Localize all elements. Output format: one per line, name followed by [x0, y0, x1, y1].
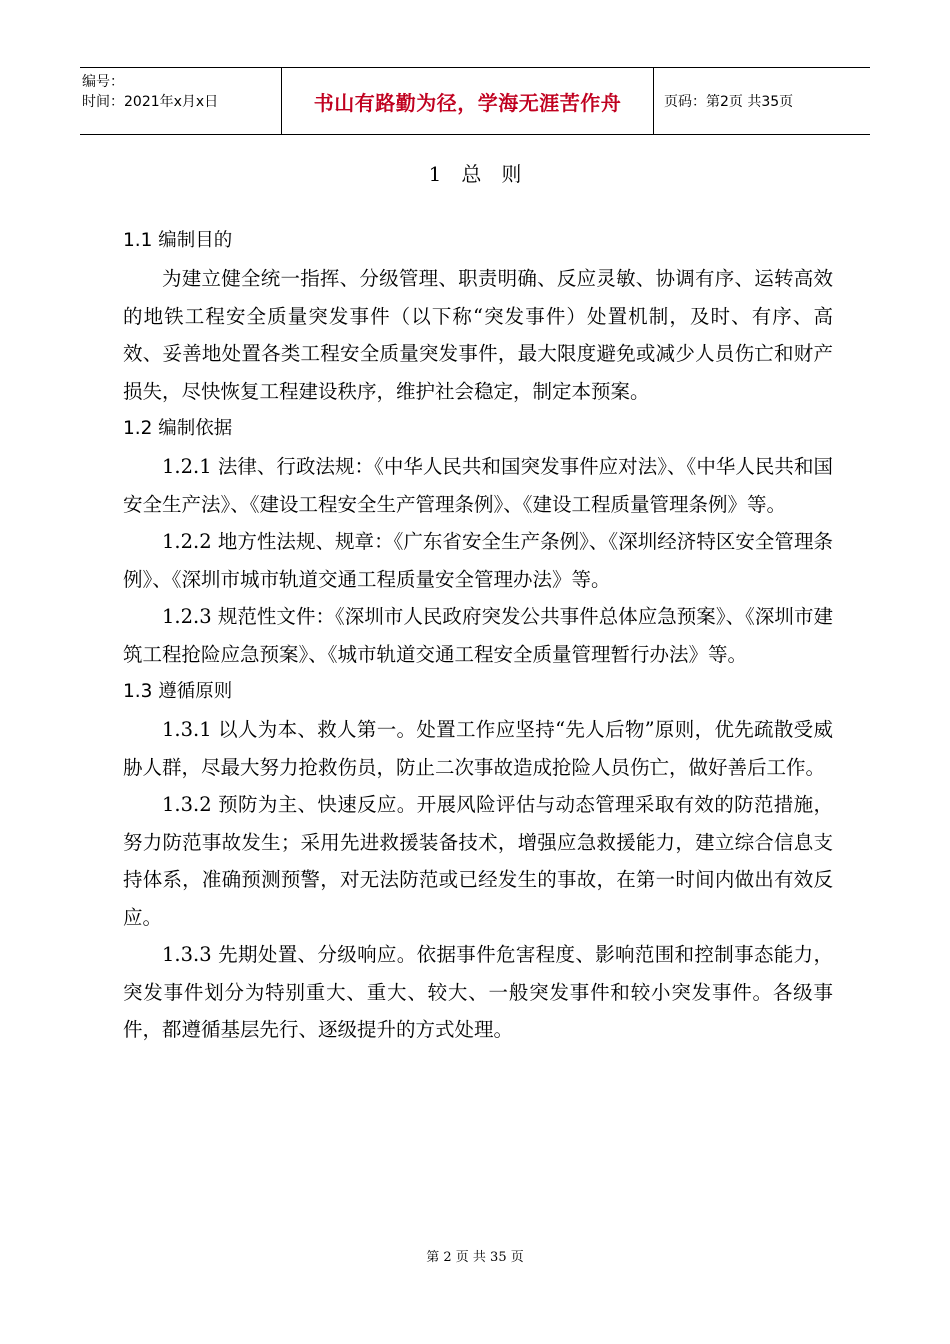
paragraph: 1.3.2 预防为主、快速反应。开展风险评估与动态管理采取有效的防范措施，努力防范事故发生；采用先进救援装备技术，增强应急救援能力，建立综合信息支持体系，准确预测预警，对无法防范或已经发生的事故，在第一时间内做出有效反应。: [123, 793, 833, 929]
paragraph: 1.3.1 以人为本、救人第一。处置工作应坚持“先人后物”原则，优先疏散受威胁人群，尽最大努力抢救伤员，防止二次事故造成抢险人员伤亡，做好善后工作。: [123, 718, 833, 779]
paragraph: 1.2.2 地方性法规、规章：《广东省安全生产条例》、《深圳经济特区安全管理条例》、《深圳市城市轨道交通工程质量安全管理办法》等。: [123, 530, 833, 591]
paragraph: 1.2.1 法律、行政法规：《中华人民共和国突发事件应对法》、《中华人民共和国安全生产法》、《建设工程安全生产管理条例》、《建设工程质量管理条例》等。: [123, 455, 833, 516]
document-body: [123, 222, 833, 1049]
section-heading: 1.3 遵循原则: [123, 681, 233, 702]
header-date: 时间：2021年x月x日: [82, 94, 219, 110]
section-1-2: [123, 410, 833, 673]
section-1-3: [123, 673, 833, 1049]
section-heading: 1.1 编制目的: [123, 230, 233, 251]
header-motto: 书山有路勤为径，学海无涯苦作舟: [282, 68, 654, 134]
section-1-1: [123, 222, 833, 410]
header-meta: [80, 68, 282, 134]
section-heading: 1.2 编制依据: [123, 418, 233, 439]
chapter-title: 1 总 则: [428, 162, 522, 186]
page-footer: 第 2 页 共 35 页: [426, 1250, 524, 1265]
paragraph: 1.3.3 先期处置、分级响应。依据事件危害程度、影响范围和控制事态能力，突发事件划分为特别重大、重大、较大、一般突发事件和较小突发事件。各级事件，都遵循基层先行、逐级提升的方式处理。: [123, 943, 833, 1041]
paragraph: 1.2.3 规范性文件：《深圳市人民政府突发公共事件总体应急预案》、《深圳市建筑工程抢险应急预案》、《城市轨道交通工程安全质量管理暂行办法》等。: [123, 605, 833, 666]
document-header: [80, 67, 870, 135]
header-number-label: 编号：: [82, 74, 124, 90]
header-page-info: 页码：第2页 共35页: [664, 94, 794, 110]
paragraph: 为建立健全统一指挥、分级管理、职责明确、反应灵敏、协调有序、运转高效的地铁工程安全质量突发事件（以下称“突发事件）处置机制，及时、有序、高效、妥善地处置各类工程安全质量突发事件，最大限度避免或减少人员伤亡和财产损失，尽快恢复工程建设秩序，维护社会稳定，制定本预案。: [123, 267, 833, 403]
